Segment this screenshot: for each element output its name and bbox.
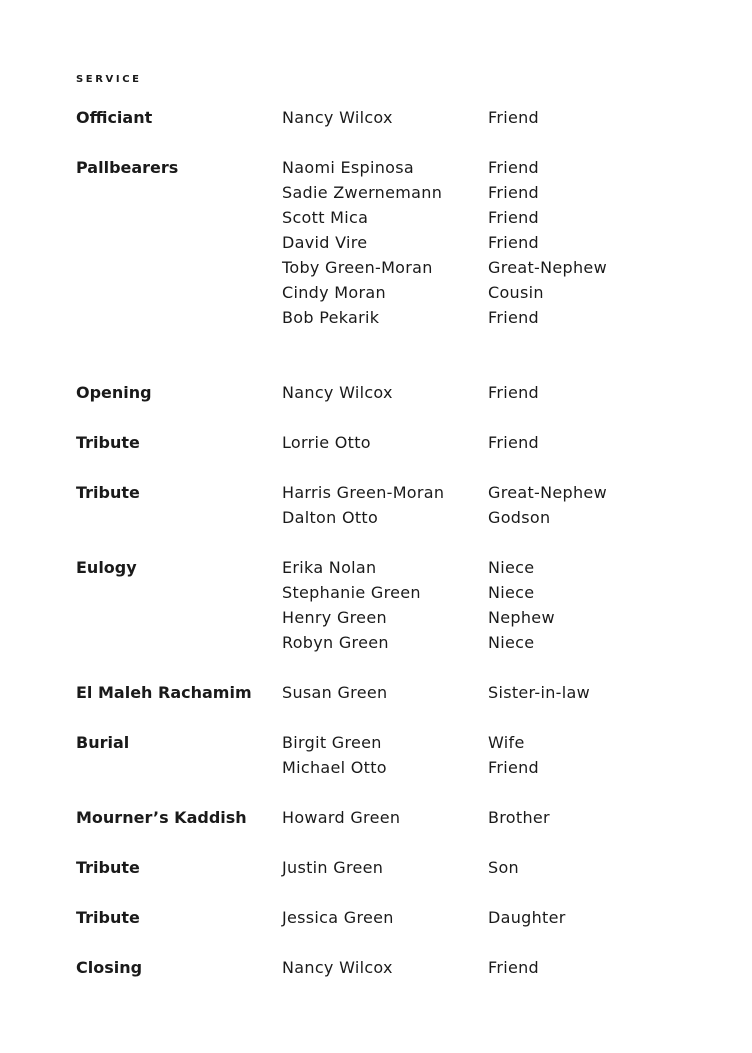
person-relation: Godson — [488, 508, 551, 527]
role-label: El Maleh Rachamim — [76, 683, 252, 702]
person-relation: Friend — [488, 758, 540, 777]
person-relation: Friend — [488, 108, 540, 127]
names-column — [282, 905, 394, 930]
person-relation: Sister-in-law — [488, 683, 590, 702]
person-relation: Niece — [488, 633, 535, 652]
relations-column — [488, 805, 550, 830]
person-name: Jessica Green — [282, 908, 394, 927]
names-column — [282, 555, 421, 655]
names-column — [282, 380, 393, 405]
person-name: Scott Mica — [282, 208, 369, 227]
role-label: Mourner’s Kaddish — [76, 808, 247, 827]
names-column — [282, 955, 393, 980]
role-label: Opening — [76, 383, 152, 402]
person-name: Nancy Wilcox — [282, 383, 393, 402]
person-name: Robyn Green — [282, 633, 389, 652]
names-column — [282, 155, 442, 330]
role-label: Officiant — [76, 108, 153, 127]
person-relation: Friend — [488, 208, 540, 227]
person-relation: Great-Nephew — [488, 258, 607, 277]
names-column — [282, 680, 387, 705]
relations-column — [488, 430, 539, 455]
role-label: Pallbearers — [76, 158, 179, 177]
relations-column — [488, 730, 539, 780]
relations-column — [488, 380, 539, 405]
person-name: Susan Green — [282, 683, 388, 702]
person-name: Lorrie Otto — [282, 433, 371, 452]
person-name: Harris Green-Moran — [282, 483, 445, 502]
names-column — [282, 855, 383, 880]
person-relation: Friend — [488, 183, 540, 202]
names-column — [282, 805, 400, 830]
person-relation: Great-Nephew — [488, 483, 607, 502]
person-name: Nancy Wilcox — [282, 108, 393, 127]
relations-column — [488, 905, 566, 930]
role-label: Tribute — [76, 858, 140, 877]
person-name: Erika Nolan — [282, 558, 377, 577]
person-relation: Friend — [488, 433, 540, 452]
person-relation: Friend — [488, 233, 540, 252]
person-name: Sadie Zwernemann — [282, 183, 443, 202]
person-relation: Cousin — [488, 283, 544, 302]
person-relation: Friend — [488, 158, 540, 177]
person-name: Stephanie Green — [282, 583, 421, 602]
person-name: David Vire — [282, 233, 368, 252]
role-label: Tribute — [76, 433, 140, 452]
person-relation: Friend — [488, 958, 540, 977]
person-name: Dalton Otto — [282, 508, 379, 527]
role-label: Burial — [76, 733, 130, 752]
person-name: Nancy Wilcox — [282, 958, 393, 977]
person-relation: Niece — [488, 558, 535, 577]
person-relation: Brother — [488, 808, 550, 827]
person-relation: Daughter — [488, 908, 566, 927]
relations-column — [488, 680, 590, 705]
person-name: Cindy Moran — [282, 283, 386, 302]
relations-column — [488, 955, 539, 980]
person-relation: Niece — [488, 583, 535, 602]
relations-column — [488, 155, 607, 330]
person-relation: Friend — [488, 308, 540, 327]
names-column — [282, 480, 444, 530]
role-label: Tribute — [76, 483, 140, 502]
names-column — [282, 105, 393, 130]
role-label: Eulogy — [76, 558, 137, 577]
person-name: Henry Green — [282, 608, 387, 627]
relations-column — [488, 480, 607, 530]
person-name: Naomi Espinosa — [282, 158, 414, 177]
relations-column — [488, 555, 555, 655]
section-heading: SERVICE — [76, 74, 142, 85]
role-label: Closing — [76, 958, 143, 977]
person-name: Toby Green-Moran — [282, 258, 433, 277]
person-relation: Nephew — [488, 608, 555, 627]
names-column — [282, 430, 371, 455]
person-name: Birgit Green — [282, 733, 382, 752]
person-name: Bob Pekarik — [282, 308, 380, 327]
relations-column — [488, 105, 539, 130]
person-relation: Friend — [488, 383, 540, 402]
person-name: Michael Otto — [282, 758, 387, 777]
relations-column — [488, 855, 519, 880]
names-column — [282, 730, 387, 780]
person-relation: Wife — [488, 733, 525, 752]
role-label: Tribute — [76, 908, 140, 927]
person-relation: Son — [488, 858, 519, 877]
person-name: Justin Green — [282, 858, 384, 877]
person-name: Howard Green — [282, 808, 401, 827]
